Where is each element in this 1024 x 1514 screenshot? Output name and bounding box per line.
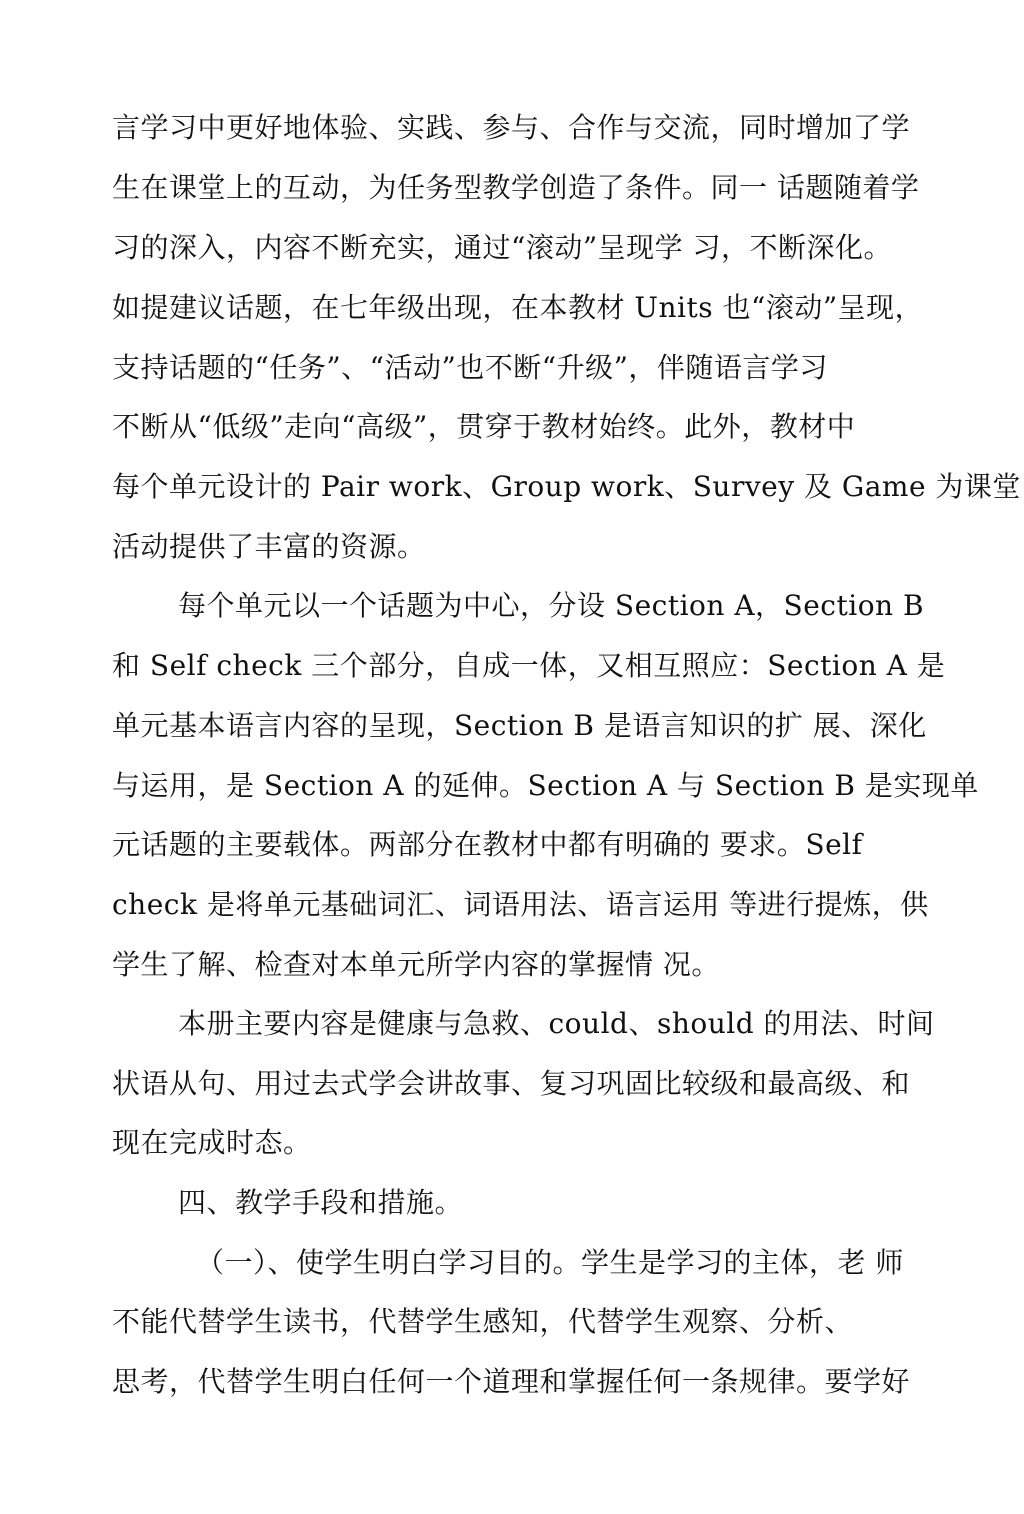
body-text-line: 生在课堂上的互动，为任务型教学创造了条件。同一 话题随着学 <box>112 171 920 204</box>
body-text-line: 活动提供了丰富的资源。 <box>112 530 426 563</box>
body-text-line: 每个单元设计的 Pair work、Group work、Survey 及 Game 为课堂 <box>112 470 1021 503</box>
body-text-line: check 是将单元基础词汇、词语用法、语言运用 等进行提炼，供 <box>112 888 929 921</box>
body-text-line: 言学习中更好地体验、实践、参与、合作与交流，同时增加了学 <box>112 111 911 144</box>
body-text-line: 支持话题的“任务”、“活动”也不断“升级”，伴随语言学习 <box>112 351 828 384</box>
section-heading: 四、教学手段和措施。 <box>178 1186 464 1219</box>
body-text-line: 现在完成时态。 <box>112 1126 312 1159</box>
body-text-line: 学生了解、检查对本单元所学内容的掌握情 况。 <box>112 948 720 981</box>
body-text-line: 元话题的主要载体。两部分在教材中都有明确的 要求。Self <box>112 828 863 861</box>
body-text-line: 如提建议话题，在七年级出现，在本教材 Units 也“滚动”呈现， <box>112 291 924 324</box>
body-text-line: 不能代替学生读书，代替学生感知，代替学生观察、分析、 <box>112 1305 854 1338</box>
paragraph-start-line: 每个单元以一个话题为中心，分设 Section A，Section B <box>178 589 925 622</box>
body-text-line: 单元基本语言内容的呈现，Section B 是语言知识的扩 展、深化 <box>112 709 927 742</box>
body-text-line: 思考，代替学生明白任何一个道理和掌握任何一条规律。要学好 <box>112 1365 911 1398</box>
body-text-line: 与运用，是 Section A 的延伸。Section A 与 Section B 是实现单 <box>112 769 979 802</box>
body-text-line: 不断从“低级”走向“高级”，贯穿于教材始终。此外，教材中 <box>112 410 856 443</box>
paragraph-start-line: 本册主要内容是健康与急救、could、should 的用法、时间 <box>178 1007 935 1040</box>
paragraph-start-line: （一）、使学生明白学习目的。学生是学习的主体，老 师 <box>196 1246 904 1279</box>
body-text-line: 和 Self check 三个部分，自成一体，又相互照应：Section A 是 <box>112 649 946 682</box>
body-text-line: 习的深入，内容不断充实，通过“滚动”呈现学 习，不断深化。 <box>112 231 893 264</box>
body-text-line: 状语从句、用过去式学会讲故事、复习巩固比较级和最高级、和 <box>112 1067 911 1100</box>
